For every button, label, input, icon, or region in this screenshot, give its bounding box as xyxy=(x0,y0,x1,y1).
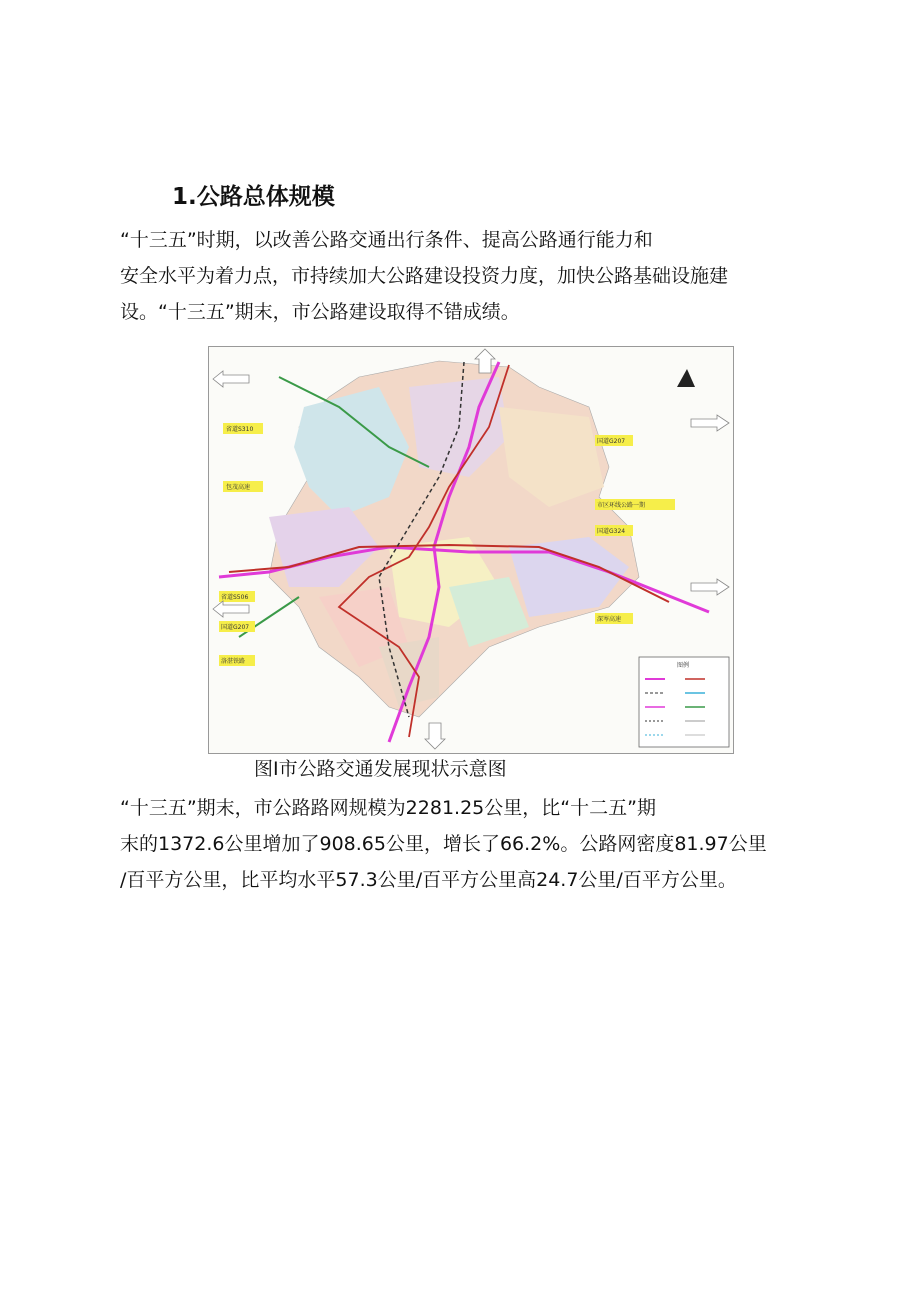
north-arrow-icon xyxy=(677,369,695,387)
map-label-text: 国道G324 xyxy=(597,528,626,535)
map-label-text: 国道G207 xyxy=(597,438,626,445)
paragraph-line: 安全水平为着力点，市持续加大公路建设投资力度，加快公路基础设施建 xyxy=(120,265,729,287)
map-label-text: 深岑高速 xyxy=(597,616,622,623)
map-label xyxy=(219,591,255,602)
road-network-map xyxy=(208,346,734,754)
paragraph-line: 设。“十三五”期末，市公路建设取得不错成绩。 xyxy=(120,301,520,323)
direction-arrow-icon xyxy=(691,579,729,595)
legend-title: 图例 xyxy=(677,662,690,669)
paragraph-line: 末的1372.6公里增加了908.65公里，增长了66.2%。公路网密度81.97公里 xyxy=(120,833,767,855)
map-label-text: 洛湛铁路 xyxy=(221,658,246,665)
direction-arrow-icon xyxy=(691,415,729,431)
map-label-text: 省道S506 xyxy=(221,594,249,601)
map-label xyxy=(595,435,633,446)
direction-arrow-icon xyxy=(213,371,249,387)
map-graphic xyxy=(209,347,733,753)
map-legend xyxy=(639,657,729,747)
map-label xyxy=(219,621,255,632)
stats-paragraph xyxy=(120,790,820,898)
paragraph-line: /百平方公里，比平均水平57.3公里/百平方公里高24.7公里/百平方公里。 xyxy=(120,869,737,891)
map-label-text: 市区环线公路一期 xyxy=(597,502,646,509)
map-label xyxy=(595,499,675,510)
map-label xyxy=(223,481,263,492)
map-label xyxy=(595,525,633,536)
intro-paragraph xyxy=(120,222,820,330)
direction-arrow-icon xyxy=(213,601,249,617)
map-label-text: 国道G207 xyxy=(221,624,250,631)
map-label xyxy=(219,655,255,666)
paragraph-line: “十三五”期末，市公路路网规模为2281.25公里，比“十二五”期 xyxy=(120,797,656,819)
map-label xyxy=(595,613,633,624)
map-label-text: 省道S310 xyxy=(226,426,254,433)
section-heading: 1.公路总体规模 xyxy=(172,184,335,210)
direction-arrow-icon xyxy=(425,723,445,749)
map-label xyxy=(223,423,263,434)
figure-caption: 图I市公路交通发展现状示意图 xyxy=(254,758,507,780)
paragraph-line: “十三五”时期，以改善公路交通出行条件、提高公路通行能力和 xyxy=(120,229,653,251)
map-label-text: 包茂高速 xyxy=(226,484,251,491)
